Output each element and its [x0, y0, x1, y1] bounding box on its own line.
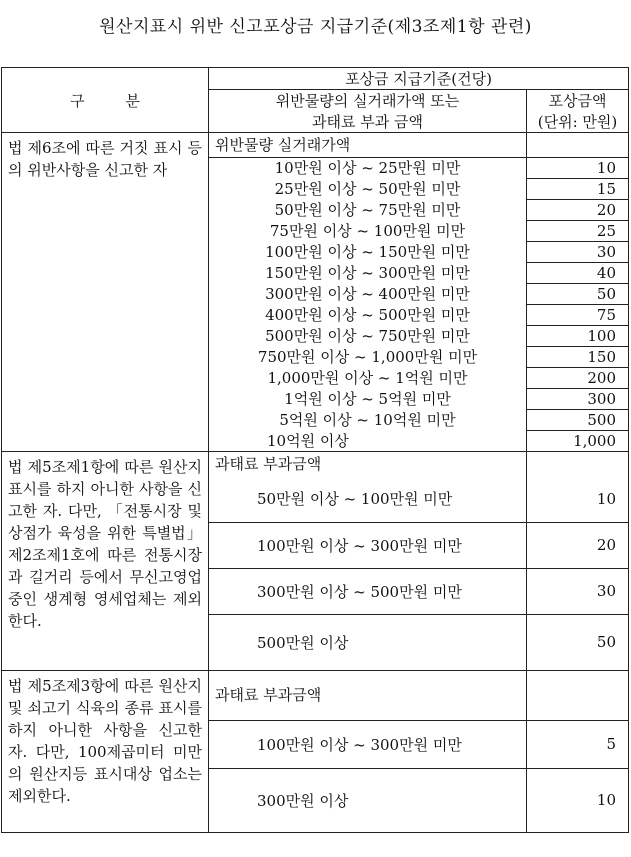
section1-amount: 1,000	[527, 431, 629, 452]
section2-sub-header: 과태료 부과금액	[209, 452, 527, 477]
section1-amount: 25	[527, 221, 629, 242]
section1-amount: 40	[527, 263, 629, 284]
section1-amount: 50	[527, 284, 629, 305]
gubun-header: 구 분	[2, 68, 209, 133]
amount-header-line1: 포상금액	[527, 90, 629, 112]
section1-amount: 10	[527, 158, 629, 179]
section1-range: 50만원 이상 ~ 75만원 미만	[209, 200, 527, 221]
section1-range: 10억원 이상	[209, 431, 527, 452]
section1-amount: 100	[527, 326, 629, 347]
section1-amount: 200	[527, 368, 629, 389]
section1-amount: 20	[527, 200, 629, 221]
section1-amount: 15	[527, 179, 629, 200]
section1-range: 75만원 이상 ~ 100만원 미만	[209, 221, 527, 242]
section2-range: 500만원 이상	[209, 614, 527, 670]
section1-range: 1,000만원 이상 ~ 1억원 미만	[209, 368, 527, 389]
basis-header-line2: 과태료 부과 금액	[209, 111, 527, 133]
section1-range: 5억원 이상 ~ 10억원 미만	[209, 410, 527, 431]
section1-range: 500만원 이상 ~ 750만원 미만	[209, 326, 527, 347]
section3-range: 100만원 이상 ~ 300만원 미만	[209, 720, 527, 768]
section3-sub-header: 과태료 부과금액	[209, 670, 527, 720]
page-title: 원산지표시 위반 신고포상금 지급기준(제3조제1항 관련)	[99, 17, 532, 37]
section1-amount: 150	[527, 347, 629, 368]
reward-criteria-table	[1, 67, 629, 833]
section1-description: 법 제6조에 따른 거짓 표시 등의 위반사항을 신고한 자	[2, 133, 209, 452]
section2-range: 100만원 이상 ~ 300만원 미만	[209, 522, 527, 568]
reward-standard-header: 포상금 지급기준(건당)	[209, 68, 629, 90]
section2-amount: 10	[527, 476, 629, 522]
section3-amount: 5	[527, 720, 629, 768]
section1-range: 400만원 이상 ~ 500만원 미만	[209, 305, 527, 326]
section2-range: 50만원 이상 ~ 100만원 미만	[209, 476, 527, 522]
section1-amount: 30	[527, 242, 629, 263]
section3-description: 법 제5조제3항에 따른 원산지 및 쇠고기 식육의 종류 표시를 하지 아니한 사항을 신고한 자. 다만, 100제곱미터 미만의 원산지등 표시대상 업소는 제외한다.	[2, 670, 209, 832]
section1-range: 150만원 이상 ~ 300만원 미만	[209, 263, 527, 284]
section1-range: 1억원 이상 ~ 5억원 미만	[209, 389, 527, 410]
section3-range: 300만원 이상	[209, 768, 527, 832]
section1-range: 300만원 이상 ~ 400만원 미만	[209, 284, 527, 305]
section3-amount: 10	[527, 768, 629, 832]
basis-header-line1: 위반물량의 실거래가액 또는	[209, 90, 527, 112]
section2-amount: 30	[527, 568, 629, 614]
section1-range: 100만원 이상 ~ 150만원 미만	[209, 242, 527, 263]
section1-sub-header: 위반물량 실거래가액	[209, 133, 527, 158]
section2-description: 법 제5조제1항에 따른 원산지 표시를 하지 아니한 사항을 신고한 자. 다만, 「전통시장 및 상점가 육성을 위한 특별법」 제2조제1호에 따른 전통시장과 길거리 등에서 무신고영업 중인 생계형 영세업체는 제외한다.	[2, 452, 209, 671]
section1-amount: 300	[527, 389, 629, 410]
section1-amount: 75	[527, 305, 629, 326]
section2-amount: 50	[527, 614, 629, 670]
section1-amount: 500	[527, 410, 629, 431]
section1-range: 25만원 이상 ~ 50만원 미만	[209, 179, 527, 200]
section2-amount: 20	[527, 522, 629, 568]
section1-range: 10만원 이상 ~ 25만원 미만	[209, 158, 527, 179]
section1-range: 750만원 이상 ~ 1,000만원 미만	[209, 347, 527, 368]
amount-header-line2: (단위: 만원)	[527, 111, 629, 133]
section2-range: 300만원 이상 ~ 500만원 미만	[209, 568, 527, 614]
